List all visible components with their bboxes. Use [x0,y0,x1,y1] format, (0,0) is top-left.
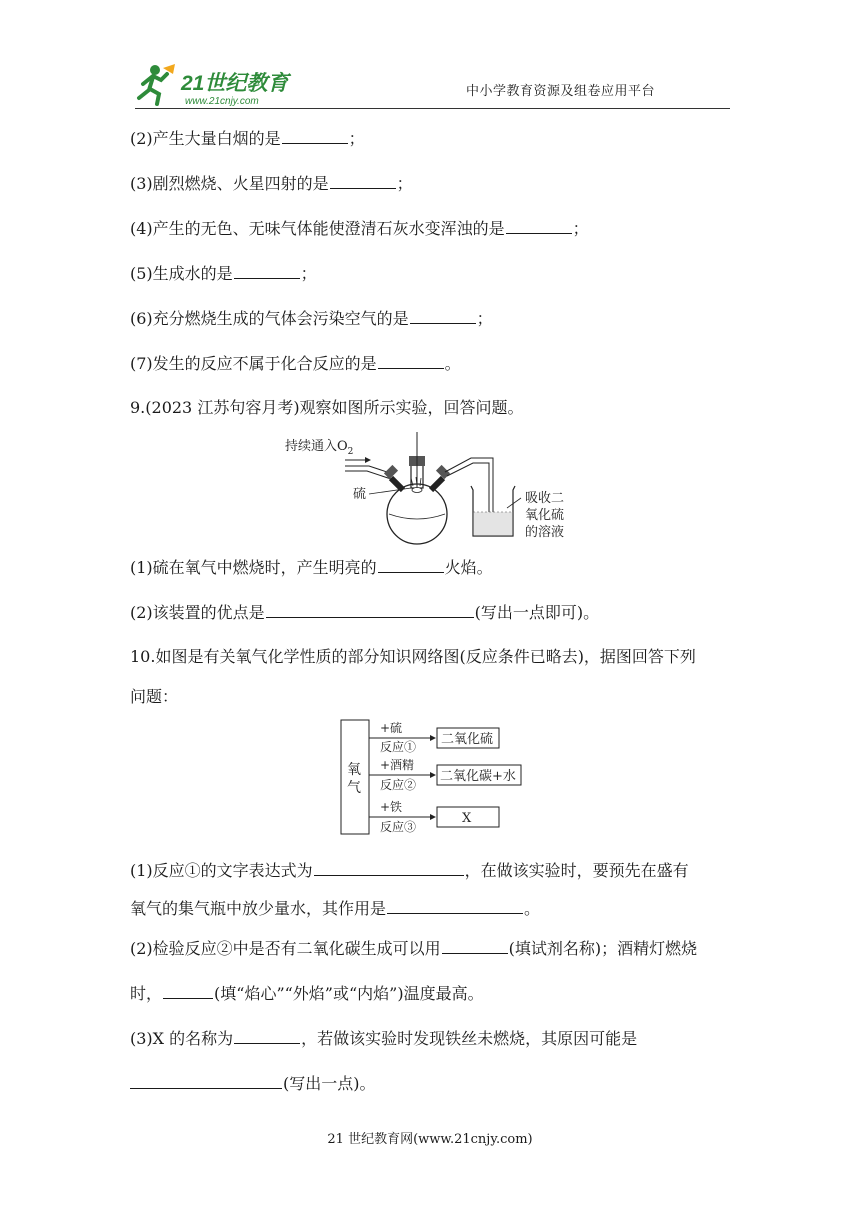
answer-blank[interactable] [314,859,464,876]
answer-blank[interactable] [442,937,508,954]
answer-blank[interactable] [378,556,444,573]
answer-blank[interactable] [130,1072,282,1089]
svg-text:+铁: +铁 [380,800,403,814]
svg-text:反应①: 反应① [380,740,417,754]
answer-blank[interactable] [234,262,300,279]
q9-stem: 9.(2023 江苏句容月考)观察如图所示实验，回答问题。 [130,398,524,417]
q8-part2: (2)产生大量白烟的是 ； [130,129,365,148]
q9-part1: (1)硫在氧气中燃烧时，产生明亮的 火焰。 [130,558,493,577]
svg-text:二氧化硫: 二氧化硫 [441,732,494,747]
q9-part2: (2)该装置的优点是 (写出一点即可)。 [130,603,600,622]
page-footer: 21 世纪教育网(www.21cnjy.com) [327,1132,533,1147]
runner-icon [139,64,175,104]
three-neck-flask [384,432,450,544]
svg-text:反应③: 反应③ [380,820,417,834]
oxygen-knowledge-network [340,718,525,838]
platform-name: 中小学教育资源及组卷应用平台 [466,84,656,99]
svg-text:二氧化碳+水: 二氧化碳+水 [440,769,516,784]
sulfur-label: 硫 [353,487,367,502]
answer-blank[interactable] [330,172,396,189]
q10-part1-line2: 氧气的集气瓶中放少量水，其作用是 。 [130,899,541,918]
q10-stem-line1: 10.如图是有关氧气化学性质的部分知识网络图(反应条件已略去)，据图回答下列 [130,647,696,666]
answer-blank[interactable] [506,217,572,234]
page-header [0,0,860,110]
q10-stem-line2: 问题： [130,687,179,706]
q10-part3-line2: (写出一点)。 [130,1072,376,1095]
logo-url: www.21cnjy.com [185,96,259,107]
reaction-2-branch [369,757,521,792]
answer-blank[interactable] [282,127,348,144]
q10-part1-line1: (1)反应①的文字表达式为 ，在做该实验时，要预先在盛有 [130,861,689,880]
svg-text:反应②: 反应② [380,778,417,792]
header-divider [135,108,730,109]
q8-part3: (3)剧烈燃烧、火星四射的是 ； [130,174,413,193]
q8-part5: (5)生成水的是 ； [130,264,317,283]
answer-blank[interactable] [378,352,444,369]
q8-part4: (4)产生的无色、无味气体能使澄清石灰水变浑浊的是 ； [130,219,589,238]
svg-text:+酒精: +酒精 [380,758,415,772]
reaction-3-branch [369,799,499,834]
sulfur-combustion-apparatus [285,428,585,546]
q8-part6: (6)充分燃烧生成的气体会污染空气的是 ； [130,309,493,328]
absorb-label-2: 氧化硫 [525,508,565,523]
absorb-label-1: 吸收二 [525,491,565,506]
absorb-label-3: 的溶液 [525,525,565,540]
svg-text:+硫: +硫 [380,721,403,735]
answer-blank[interactable] [410,307,476,324]
o2-inlet-label: 持续通入$O_2$ [285,439,354,457]
svg-text:X: X [462,811,472,826]
svg-text:气: 气 [347,780,361,796]
q10-part3-line1: (3)X 的名称为 ，若做该实验时发现铁丝未燃烧，其原因可能是 [130,1029,638,1048]
svg-text:氧: 氧 [347,762,361,778]
site-logo [135,62,305,108]
answer-blank[interactable] [234,1027,300,1044]
q10-part2-line1: (2)检验反应②中是否有二氧化碳生成可以用 (填试剂名称)；酒精灯燃烧 [130,939,698,958]
reaction-1-branch [369,720,499,754]
logo-wordmark: 21世纪教育 [181,72,289,95]
answer-blank[interactable] [387,897,523,914]
q10-part2-line2: 时， (填“焰心”“外焰”或“内焰”)温度最高。 [130,984,484,1003]
answer-blank[interactable] [163,982,213,999]
q8-part7: (7)发生的反应不属于化合反应的是 。 [130,354,461,373]
answer-blank[interactable] [266,601,474,618]
